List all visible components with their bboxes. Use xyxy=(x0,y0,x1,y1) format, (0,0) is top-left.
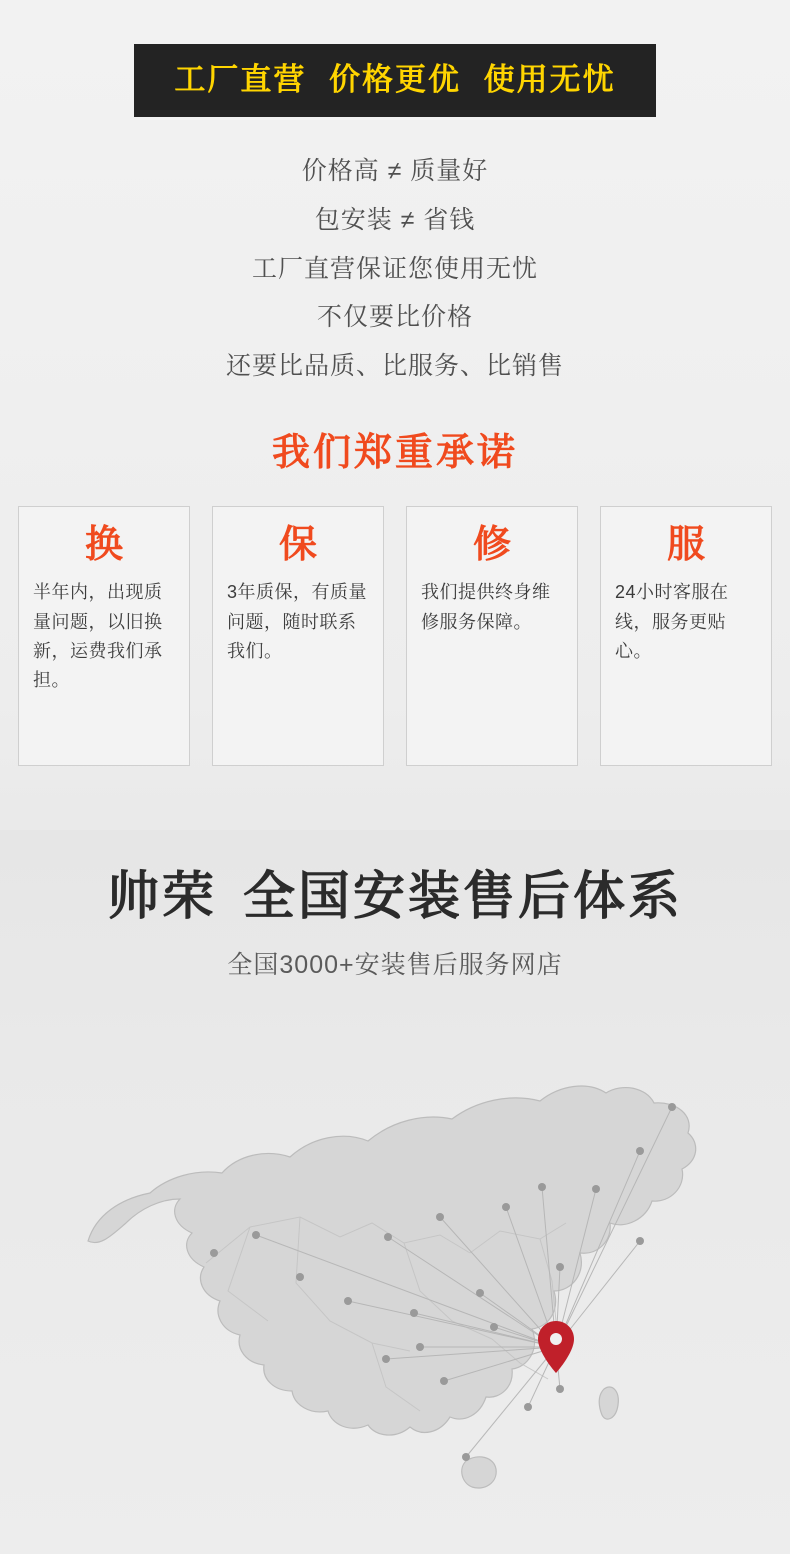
promise-title: 我们郑重承诺 xyxy=(271,431,518,474)
promise-card-char: 保 xyxy=(278,523,317,566)
map-hq-marker xyxy=(538,1321,574,1373)
banner-container xyxy=(0,0,790,117)
network-title xyxy=(0,830,790,929)
banner-part-1: 工厂直营 xyxy=(174,62,307,97)
china-map xyxy=(0,991,790,1531)
slogan-line-4: 不仅要比价格 xyxy=(316,303,473,332)
service-network-section xyxy=(0,830,790,1554)
banner-part-2: 价格更优 xyxy=(329,62,461,97)
slogan-list xyxy=(0,147,790,391)
network-title-text: 全国安装售后体系 xyxy=(243,868,684,926)
slogan-line-1: 价格高 ≠ 质量好 xyxy=(301,157,489,185)
promise-card-warranty xyxy=(212,506,384,766)
promise-card-text: 24小时客服在线，服务更贴心。 xyxy=(615,582,729,661)
promise-card-repair xyxy=(406,506,578,766)
promise-card-char: 服 xyxy=(666,523,705,566)
promise-card-text: 我们提供终身维修服务保障。 xyxy=(421,582,551,632)
promise-card-list xyxy=(0,506,790,766)
slogan-line-2: 包安装 ≠ 省钱 xyxy=(314,205,476,234)
promise-card-char: 修 xyxy=(472,523,511,566)
headline-banner xyxy=(134,44,655,117)
network-subtitle: 全国3000+安装售后服务网店 xyxy=(227,951,563,979)
banner-part-3: 使用无忧 xyxy=(483,62,616,97)
promise-card-text: 半年内，出现质量问题，以旧换新，运费我们承担。 xyxy=(33,582,163,690)
brand-name: 帅荣 xyxy=(106,868,217,926)
promise-card-char: 换 xyxy=(84,523,123,566)
promise-card-service xyxy=(600,506,772,766)
slogan-line-3: 工厂直营保证您使用无忧 xyxy=(251,254,538,283)
promise-card-exchange xyxy=(18,506,190,766)
promise-card-text: 3年质保，有质量问题，随时联系我们。 xyxy=(227,582,368,661)
map-landmass xyxy=(66,1047,700,1488)
slogan-line-5: 还要比品质、比服务、比销售 xyxy=(225,352,564,380)
